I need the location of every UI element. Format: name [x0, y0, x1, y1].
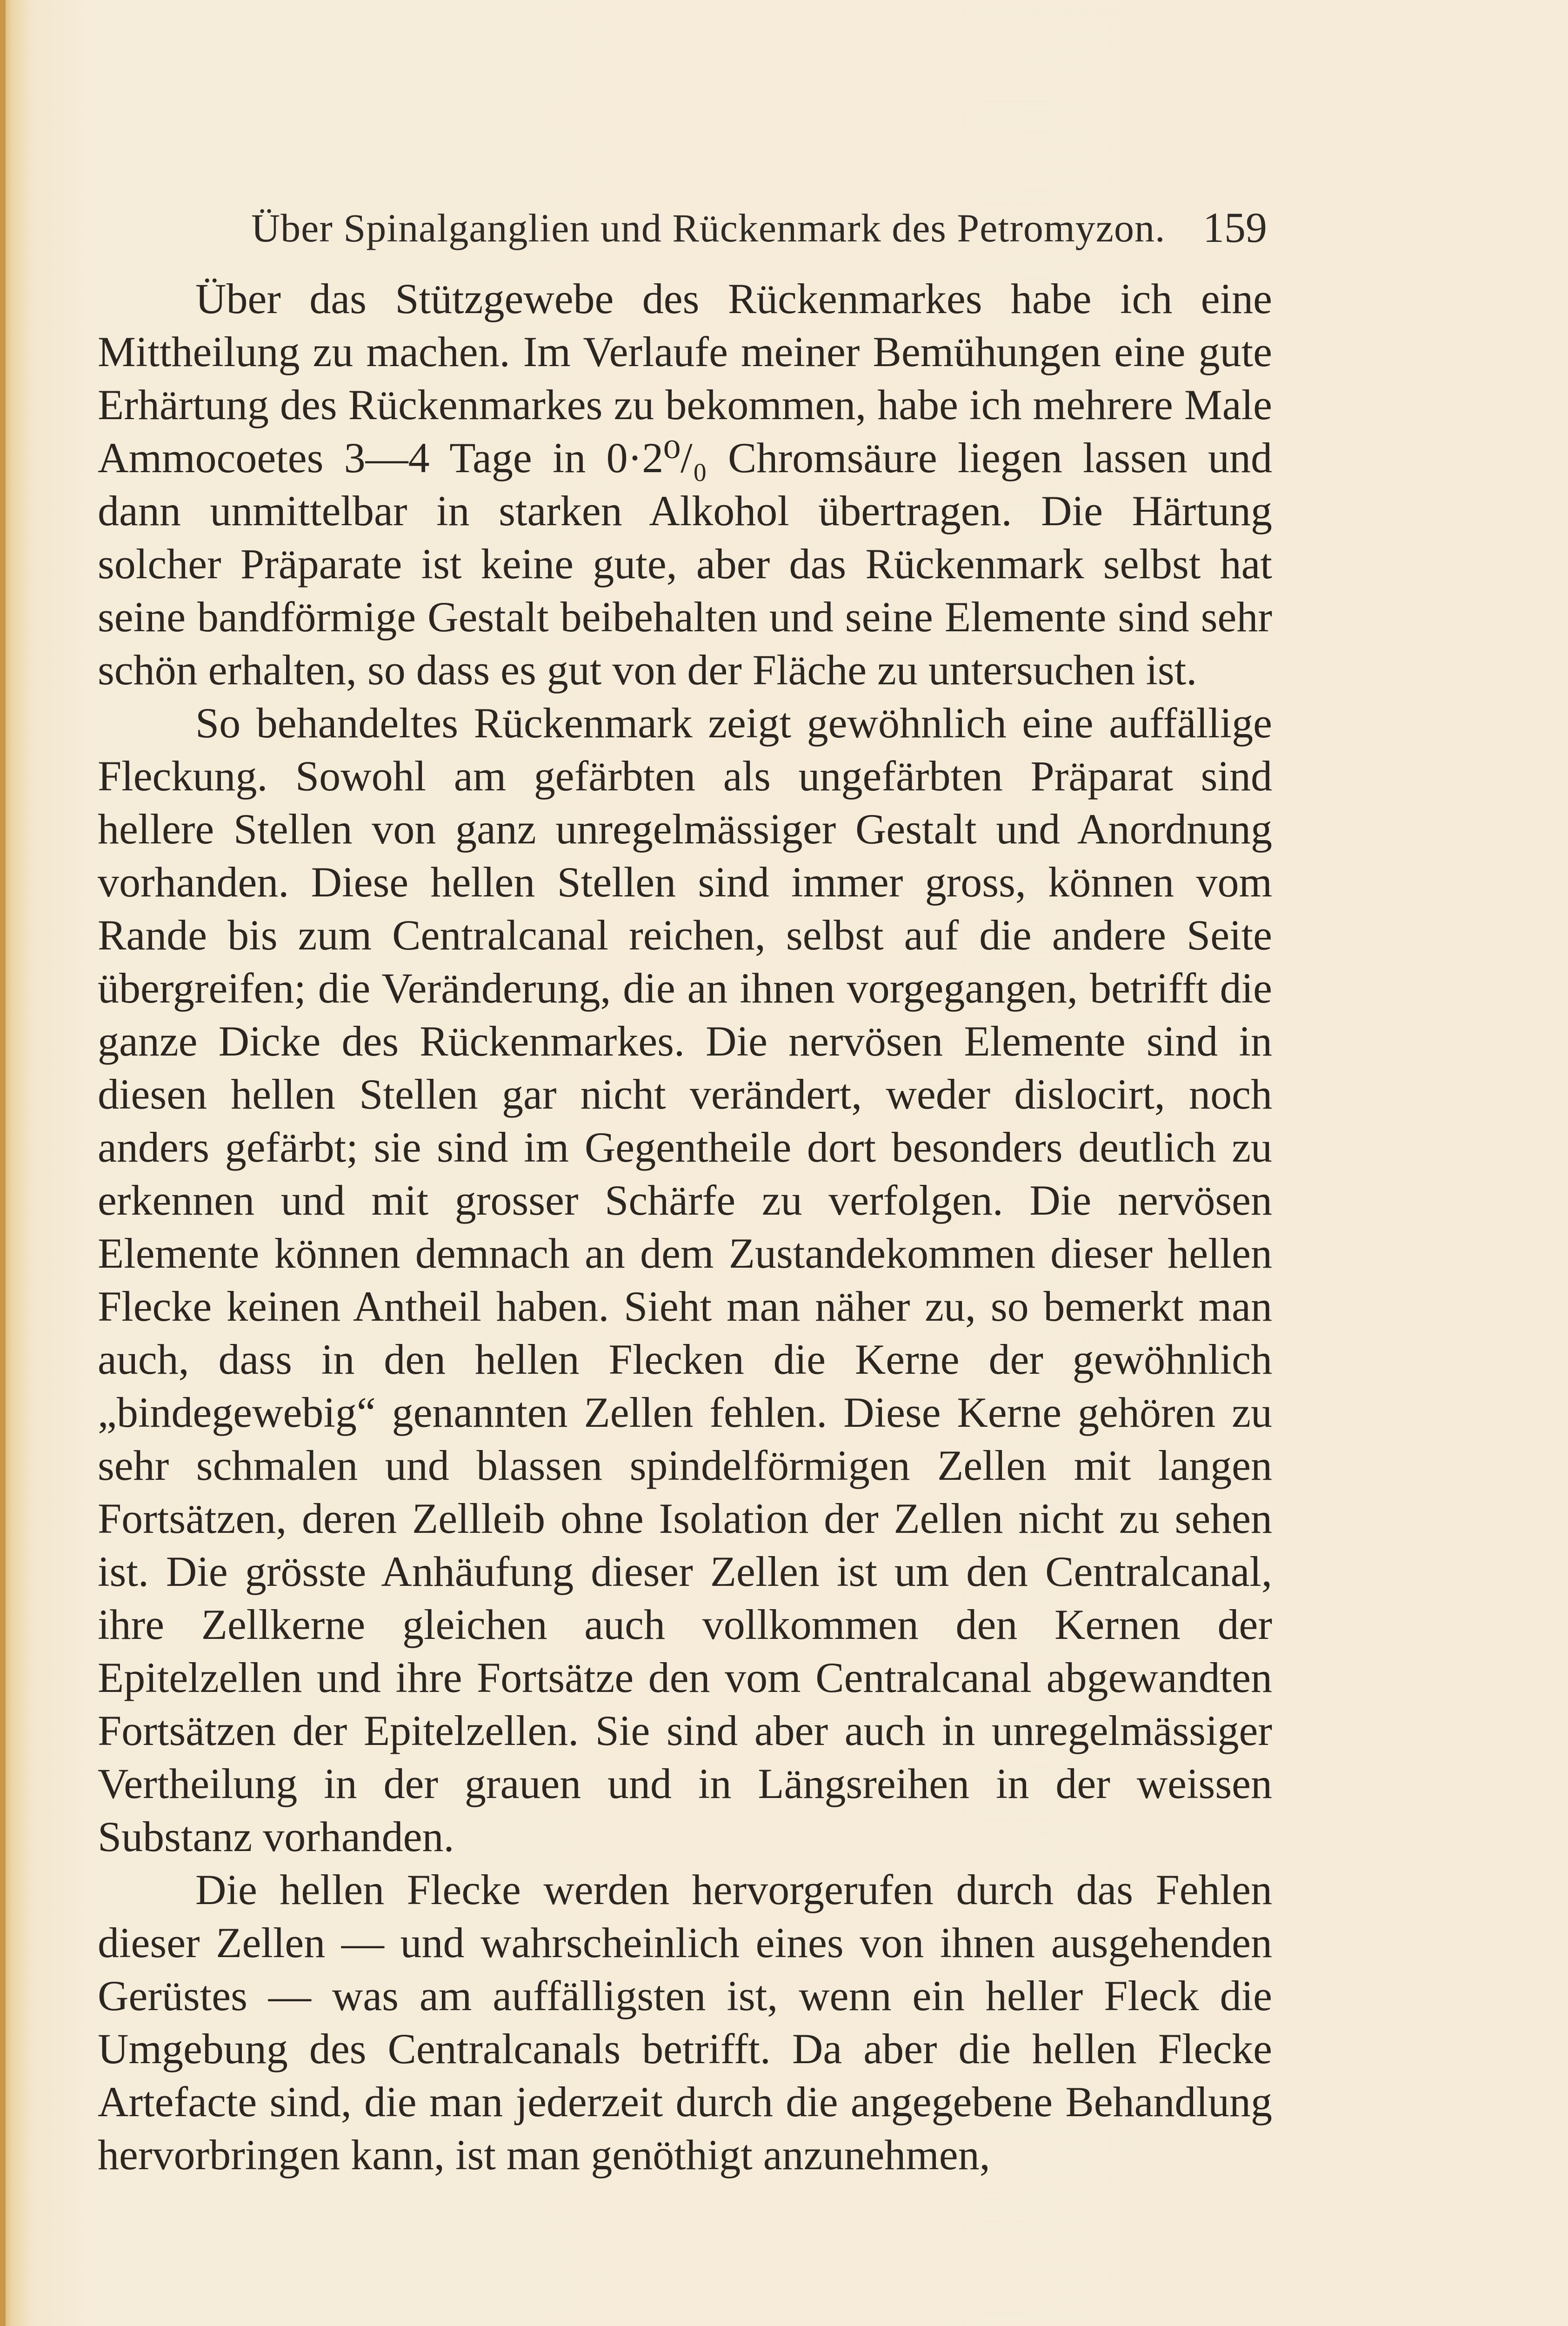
- body-text: [98, 272, 1272, 2181]
- paragraph-2: So behandeltes Rückenmark zeigt gewöhnlich eine auffällige Fleckung. Sowohl am gefärbten als ungefärbten Präparat sind hellere Stellen von ganz unregelmässiger Gestalt und Anordnung vorhanden. Diese hellen Stellen sind immer gross, können vom Rande bis zum Centralcanal reichen, selbst auf die andere Seite übergreifen; die Veränderung, die an ihnen vorgegangen, betrifft die ganze Dicke des Rückenmarkes. Die nervösen Elemente sind in diesen hellen Stellen gar nicht verändert, weder dislocirt, noch anders gefärbt; sie sind im Gegentheile dort besonders deutlich zu erkennen und mit grosser Schärfe zu verfolgen. Die nervösen Elemente können demnach an dem Zustandekommen dieser hellen Flecke keinen Antheil haben. Sieht man näher zu, so bemerkt man auch, dass in den hellen Flecken die Kerne der gewöhnlich „bindegewebig“ genannten Zellen fehlen. Diese Kerne gehören zu sehr schmalen und blassen spindelförmigen Zellen mit langen Fortsätzen, deren Zellleib ohne Isolation der Zellen nicht zu sehen ist. Die grösste Anhäufung dieser Zellen ist um den Centralcanal, ihre Zellkerne gleichen auch vollkommen den Kernen der Epitelzellen und ihre Fortsätze den vom Centralcanal abgewandten Fortsätzen der Epitelzellen. Sie sind aber auch in unregelmässiger Vertheilung in der grauen und in Längsreihen in der weissen Substanz vorhanden.: [98, 699, 1272, 1860]
- running-title: Über Spinalganglien und Rückenmark des Petromyzon.: [251, 206, 1166, 250]
- page-number: 159: [1203, 204, 1267, 251]
- paragraph-3: Die hellen Flecke werden hervorgerufen durch das Fehlen dieser Zellen — und wahrscheinlich eines von ihnen ausgehenden Gerüstes — was am auffälligsten ist, wenn ein heller Fleck die Umgebung des Centralcanals betrifft. Da aber die hellen Flecke Artefacte sind, die man jederzeit durch die angegebene Behandlung hervorbringen kann, ist man genöthigt anzunehmen,: [98, 1866, 1272, 2179]
- page-edge: [0, 0, 6, 2326]
- paragraph-1: Über das Stützgewebe des Rückenmarkes habe ich eine Mittheilung zu machen. Im Verlaufe meiner Bemühungen eine gute Erhärtung des Rückenmarkes zu bekommen, habe ich mehrere Male Ammocoetes 3—4 Tage in 0·2⁰/₀ Chromsäure liegen lassen und dann unmittelbar in starken Alkohol übertragen. Die Härtung solcher Präparate ist keine gute, aber das Rückenmark selbst hat seine bandförmige Gestalt beibehalten und seine Elemente sind sehr schön erhalten, so dass es gut von der Fläche zu untersuchen ist.: [98, 275, 1272, 694]
